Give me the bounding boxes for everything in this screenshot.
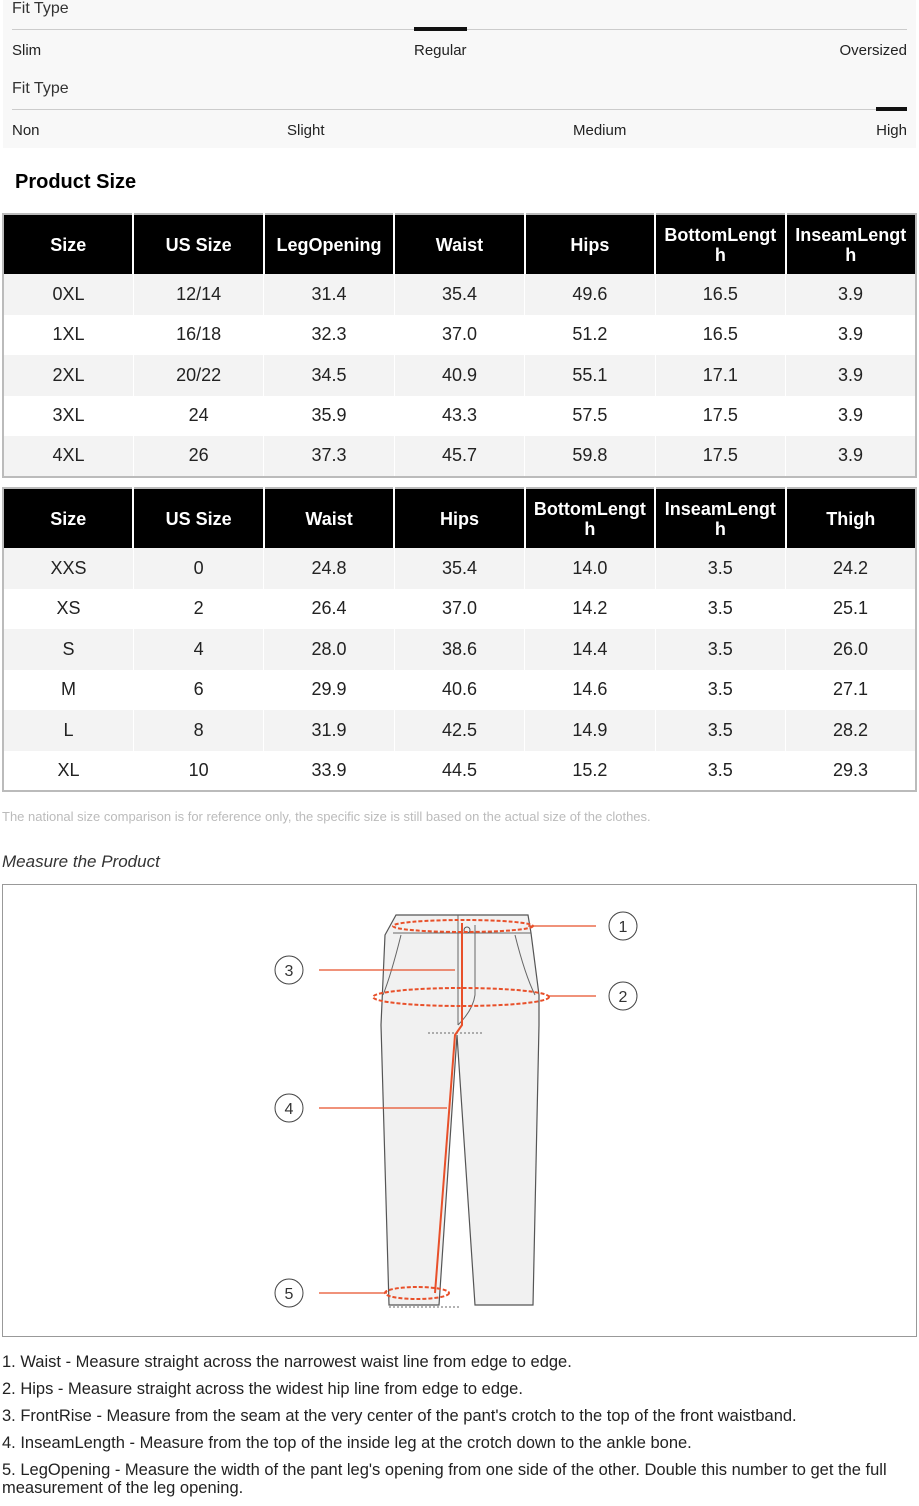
header-row [3,214,916,274]
table-cell: 25.1 [786,589,916,630]
table-cell: 44.5 [394,751,524,792]
table-cell: 12/14 [133,274,263,315]
table-cell: 49.6 [525,274,655,315]
step-leg-opening: 5. LegOpening - Measure the width of the pant leg's opening from one side of the other. Double this number to get the full measurement of the leg opening. [2,1461,887,1497]
table-row [3,751,916,792]
table-cell: 26.0 [786,629,916,670]
step-front-rise: 3. FrontRise - Measure from the seam at the very center of the pant's crotch to the top of the front waistband. [2,1407,797,1425]
table-cell: 55.1 [525,355,655,396]
table-cell: 27.1 [786,670,916,711]
table-cell: 16.5 [655,274,785,315]
marker-5: 5 [284,1286,294,1303]
table-cell: 3.5 [655,589,785,630]
column-header: Hips [394,488,524,548]
table-row [3,629,916,670]
table-cell: 33.9 [264,751,394,792]
table-cell: 37.0 [394,589,524,630]
table-cell: 3.9 [786,436,916,477]
measure-diagram [2,884,917,1337]
table-cell: M [3,670,133,711]
table-row [3,315,916,356]
table-cell: 43.3 [394,396,524,437]
stretch-slider [3,68,916,148]
marker-1: 1 [618,919,628,936]
fit-option-regular: Regular [414,42,467,59]
table-cell: 4 [133,629,263,670]
table-cell: 20/22 [133,355,263,396]
marker-3: 3 [284,963,294,980]
table-cell: 0 [133,548,263,589]
table-cell: 3.5 [655,710,785,751]
table-cell: 29.3 [786,751,916,792]
fit-option-slim: Slim [12,42,42,59]
size-table-regular [2,487,917,792]
table-row [3,710,916,751]
fit-type-label: Fit Type [12,0,69,17]
table-cell: 31.9 [264,710,394,751]
step-inseam: 4. InseamLength - Measure from the top of the inside leg at the crotch down to the ankle bone. [2,1434,692,1452]
table-cell: 24.8 [264,548,394,589]
size-table-plus [2,213,917,478]
table-cell: 24.2 [786,548,916,589]
column-header: InseamLength [786,214,916,274]
table-cell: 26.4 [264,589,394,630]
column-header: Size [3,488,133,548]
table-cell: 3.9 [786,355,916,396]
table-cell: 26 [133,436,263,477]
table-row [3,436,916,477]
table-cell: 31.4 [264,274,394,315]
table-cell: 3.9 [786,315,916,356]
table-cell: 57.5 [525,396,655,437]
table-cell: 2 [133,589,263,630]
table-cell: 29.9 [264,670,394,711]
column-header: BottomLength [525,488,655,548]
table-cell: 8 [133,710,263,751]
size-note: The national size comparison is for reference only, the specific size is still based on the actual size of the clothes. [2,809,651,824]
table-cell: 17.5 [655,436,785,477]
stretch-option-medium: Medium [573,122,627,139]
fit-indicator [414,27,467,31]
marker-4: 4 [284,1101,294,1118]
table-cell: 40.9 [394,355,524,396]
table-cell: 0XL [3,274,133,315]
table-cell: 35.9 [264,396,394,437]
pants-illustration [3,885,916,1336]
table-cell: 15.2 [525,751,655,792]
table-cell: 35.4 [394,548,524,589]
table-cell: L [3,710,133,751]
table-cell: 2XL [3,355,133,396]
step-hips: 2. Hips - Measure straight across the widest hip line from edge to edge. [2,1380,523,1398]
table-cell: 3.5 [655,548,785,589]
table-cell: 10 [133,751,263,792]
product-size-title: Product Size [15,171,137,193]
table-cell: 3.5 [655,751,785,792]
table-cell: 16.5 [655,315,785,356]
table-cell: 24 [133,396,263,437]
table-cell: 28.0 [264,629,394,670]
column-header: Waist [394,214,524,274]
table-cell: 32.3 [264,315,394,356]
table-cell: XXS [3,548,133,589]
table-cell: 3.9 [786,396,916,437]
table-cell: XL [3,751,133,792]
table-cell: 17.5 [655,396,785,437]
table-row [3,670,916,711]
column-header: Thigh [786,488,916,548]
measure-steps [2,1353,917,1506]
stretch-option-non: Non [12,122,40,139]
table-cell: 34.5 [264,355,394,396]
table-cell: 14.9 [525,710,655,751]
column-header: LegOpening [264,214,394,274]
table-cell: 38.6 [394,629,524,670]
table-row [3,548,916,589]
table-cell: 14.4 [525,629,655,670]
fit-type-label: Fit Type [12,80,69,97]
stretch-indicator [876,107,907,111]
column-header: Waist [264,488,394,548]
stretch-track [12,109,907,110]
table-row [3,589,916,630]
table-cell: 37.0 [394,315,524,356]
marker-2: 2 [618,989,628,1006]
table-cell: 3.5 [655,670,785,711]
table-row [3,274,916,315]
stretch-option-high: High [876,122,907,139]
fit-type-slider [3,0,916,68]
table-cell: 37.3 [264,436,394,477]
table-cell: 3.9 [786,274,916,315]
table-cell: 17.1 [655,355,785,396]
table-cell: XS [3,589,133,630]
measure-title: Measure the Product [2,852,160,871]
column-header: US Size [133,214,263,274]
table-cell: 51.2 [525,315,655,356]
column-header: Size [3,214,133,274]
table-cell: 14.0 [525,548,655,589]
table-cell: 42.5 [394,710,524,751]
table-cell: 3XL [3,396,133,437]
column-header: InseamLength [655,488,785,548]
fit-option-oversized: Oversized [839,42,907,59]
column-header: BottomLength [655,214,785,274]
stretch-option-slight: Slight [287,122,325,139]
column-header: US Size [133,488,263,548]
table-cell: 1XL [3,315,133,356]
table-row [3,355,916,396]
table-cell: 14.2 [525,589,655,630]
table-cell: 16/18 [133,315,263,356]
table-cell: S [3,629,133,670]
table-cell: 4XL [3,436,133,477]
table-cell: 45.7 [394,436,524,477]
table-cell: 40.6 [394,670,524,711]
table-cell: 59.8 [525,436,655,477]
table-cell: 35.4 [394,274,524,315]
table-cell: 28.2 [786,710,916,751]
column-header: Hips [525,214,655,274]
step-waist: 1. Waist - Measure straight across the narrowest waist line from edge to edge. [2,1353,572,1371]
header-row [3,488,916,548]
table-cell: 6 [133,670,263,711]
table-cell: 3.5 [655,629,785,670]
table-cell: 14.6 [525,670,655,711]
table-row [3,396,916,437]
